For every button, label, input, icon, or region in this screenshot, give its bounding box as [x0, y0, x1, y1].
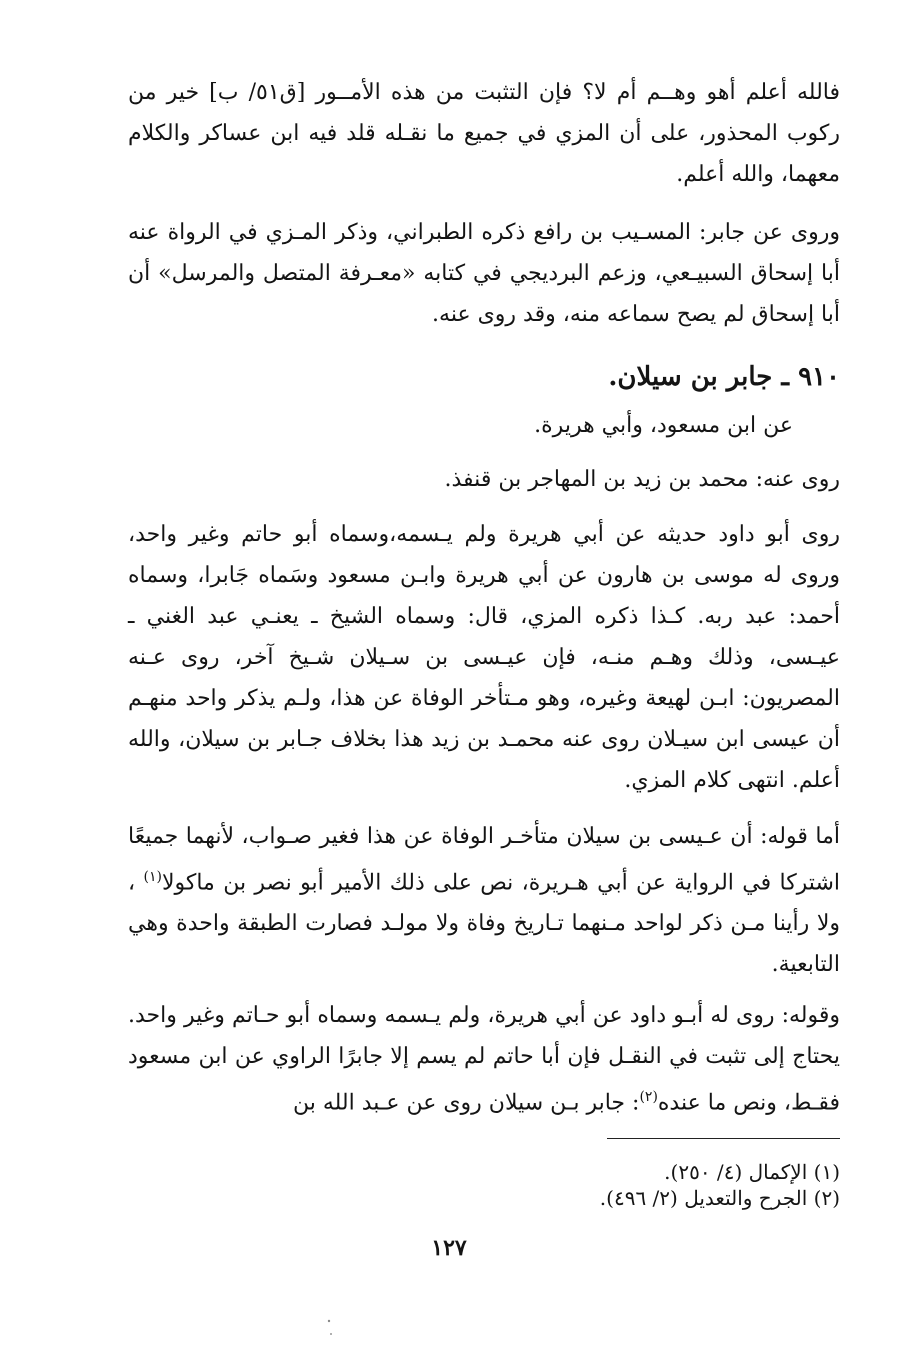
scan-speck — [330, 1333, 332, 1335]
paragraph-5-part-a: أما قوله: أن عـيسى بن سيلان متأخـر الوفاة عن هذا فغير صـواب، لأنهما جميعًا اشتركا في الرواية عن أبي هـريرة، نص على ذلك الأمير أبو نصر بن ماكولا — [128, 824, 840, 896]
paragraph-5 — [128, 816, 840, 985]
footnote-2: (٢) الجرح والتعديل (٢/ ٤٩٦). — [599, 1186, 840, 1210]
paragraph-narrated-by — [128, 459, 840, 500]
paragraph-6-part-b: : جابر بـن سيلان روى عن عـبد الله بن — [292, 1090, 640, 1116]
paragraph-2 — [128, 212, 840, 335]
paragraph-narrated-by-text: روى عنه: محمد بن زيد بن المهاجر بن قنفذ. — [444, 467, 840, 492]
footnote-1: (١) الإكمال (٤/ ٢٥٠). — [664, 1160, 840, 1184]
paragraph-4-text: روى أبو داود حديثه عن أبي هريرة ولم يـسمه،وسماه أبو حاتم وغير واحد، وروى له موسى بن هارون عن أبي هريرة وابـن مسعود وسَماه جَابرا، وسماه أحمد: عبد ربه. كـذا ذكره المزي، قال: وسماه الشيخ ـ يعنـي عبد الغني ـ عيـسى، وذلك وهـم منـه، فإن عيـسى بن سـيلان شـيخ آخر، روى عـنه المصريون: ابـن لهيعة وغيره، وهو مـتأخر الوفاة عن هذا، ولـم يذكر واحد منهـم أن عيسى ابن سيـلان روى عنه محمـد بن زيد هذا بخلاف جـابر بن سيلان، والله أعلم. انتهى كلام المزي. — [128, 522, 840, 793]
footnote-divider — [607, 1138, 840, 1139]
paragraph-6 — [128, 995, 840, 1123]
paragraph-5-part-b: ، ولا رأينا مـن ذكر لواحد مـنهما تـاريخ وفاة ولا مولـد فصارت الطبقة واحدة وهي التابعية. — [128, 870, 840, 978]
paragraph-6-part-a: وقوله: روى له أبـو داود عن أبي هريرة، ولم يـسمه وسماه أبو حـاتم وغير واحد. يحتاج إلى تثبت في النقـل فإن أبا حاتم لم يسم إلا جابرًا الراوي عن ابن مسعود فقـط، ونص ما عنده — [128, 1003, 840, 1116]
scan-speck — [328, 1320, 330, 1322]
paragraph-6-text — [128, 995, 840, 1123]
paragraph-4 — [128, 514, 840, 801]
footnote-ref-2: (٢) — [639, 1089, 658, 1105]
footnote-ref-1: (١) — [143, 869, 162, 885]
paragraph-5-text — [128, 816, 840, 985]
entry-heading: ٩١٠ ـ جابر بن سيلان. — [608, 362, 840, 392]
paragraph-1 — [128, 72, 840, 195]
narrators-from-line: عن ابن مسعود، وأبي هريرة. — [534, 413, 793, 438]
paragraph-2-text: وروى عن جابر: المسـيب بن رافع ذكره الطبراني، وذكر المـزي في الرواة عنه أبا إسحاق السبيـعي، وزعم البرديجي في كتابه «معـرفة المتصل والمرسل» أن أبا إسحاق لم يصح سماعه منه، وقد روى عنه. — [128, 220, 840, 327]
paragraph-1-text: فالله أعلم أهو وهــم أم لا؟ فإن التثبت من هذه الأمــور [ق٥١/ ب] خير من ركوب المحذور، على أن المزي في جميع ما نقـله قلد فيه ابن عساكر والكلام معهما، والله أعلم. — [128, 80, 841, 187]
page-number: ١٢٧ — [431, 1235, 467, 1261]
